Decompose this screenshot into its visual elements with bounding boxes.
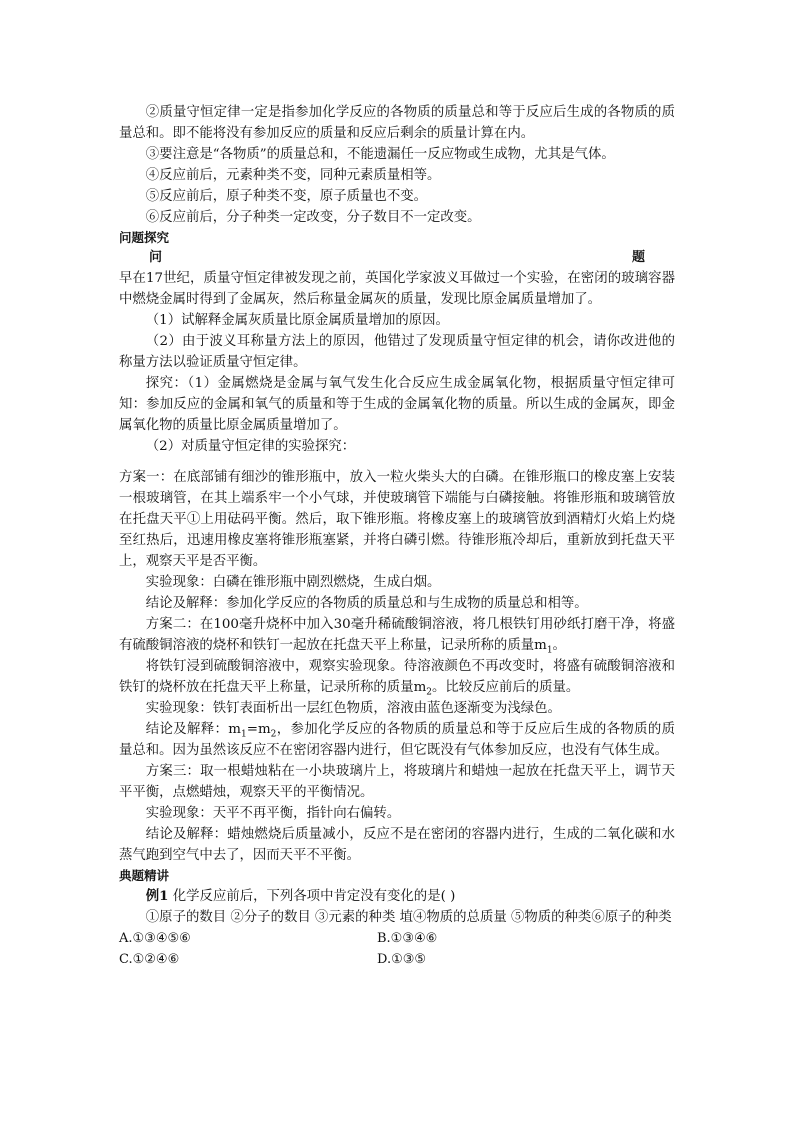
explore-answer-1: 探究：（1）金属燃烧是金属与氧气发生化合反应生成金属氧化物，根据质量守恒定律可知：参加反应的金属和氧气的质量和等于生成的金属氧化物的质量。所以生成的金属灰，即金属氧化物的质量比原金属质量增加了。 [119, 376, 675, 433]
option-a: A.①③④⑤⑥ [119, 931, 191, 946]
example-1-items: ①原子的数目 ②分子的数目 ③元素的种类 埴④物质的总质量 ⑤物质的种类⑥原子的种类 [145, 910, 672, 925]
plan-2-text-b: 将铁钉浸到硫酸铜溶液中，观察实验现象。待溶液颜色不再改变时，将盛有硫酸铜溶液和铁钉的烧杯放在托盘天平上称量，记录所称的质量$m_2$。比较反应前后的质量。 [119, 659, 675, 698]
problem-subheading-left: 问 [149, 250, 163, 265]
question-1: （1）试解释金属灰质量比原金属质量增加的原因。 [145, 313, 449, 328]
document-page [119, 102, 675, 970]
intro-point-6: ⑥反应前后，分子种类一定改变，分子数目不一定改变。 [145, 210, 481, 225]
plan-1-text: 方案一：在底部铺有细沙的锥形瓶中，放入一粒火柴头大的白磷。在锥形瓶口的橡皮塞上安装一根玻璃管，在其上端系牢一个小气球，并使玻璃管下端能与白磷接触。将锥形瓶和玻璃管放在托盘天平①上用砝码平衡。然后，取下锥形瓶。将橡皮塞上的玻璃管放到酒精灯火焰上灼烧至红热后，迅速用橡皮塞将锥形瓶塞紧，并将白磷引燃。待锥形瓶冷却后，重新放到托盘天平上，观察天平是否平衡。 [119, 470, 675, 569]
example-1-label: 例1 [145, 888, 169, 904]
intro-point-4: ④反应前后，元素种类不变，同种元素质量相等。 [145, 168, 441, 183]
problem-subheading-right: 题 [631, 250, 645, 265]
option-d: D.①③⑤ [377, 952, 427, 967]
plan-2-conclusion: 结论及解释：$m_1=m_2$，参加化学反应的各物质的质量总和等于反应后生成的各物质的质量总和。因为虽然该反应不在密闭容器内进行，但它既没有气体参加反应，也没有气体生成。 [119, 722, 676, 758]
plan-1-conclusion: 结论及解释：参加化学反应的各物质的质量总和与生成物的质量总和相等。 [145, 596, 588, 611]
question-2: （2）由于波义耳称量方法上的原因，他错过了发现质量守恒定律的机会，请你改进他的称量方法以验证质量守恒定律。 [119, 334, 675, 370]
plan-3-conclusion: 结论及解释：蜡烛燃烧后质量减小，反应不是在密闭的容器内进行，生成的二氧化碳和水蒸气跑到空气中去了，因而天平不平衡。 [119, 827, 675, 863]
plan-3-text: 方案三：取一根蜡烛粘在一小块玻璃片上，将玻璃片和蜡烛一起放在托盘天平上，调节天平平衡，点燃蜡烛，观察天平的平衡情况。 [119, 764, 675, 800]
plan-1-phenomenon: 实验现象：白磷在锥形瓶中剧烈燃烧，生成白烟。 [145, 575, 441, 590]
example-1-options [119, 928, 675, 970]
example-1-question: 例1 化学反应前后，下列各项中肯定没有变化的是( ) [145, 888, 456, 904]
intro-point-2: ②质量守恒定律一定是指参加化学反应的各物质的质量总和等于反应后生成的各物质的质量总和。即不能将没有参加反应的质量和反应后剩余的质量计算在内。 [119, 105, 675, 141]
intro-point-5: ⑤反应前后，原子种类不变，原子质量也不变。 [145, 189, 427, 204]
spacer [119, 457, 675, 467]
section-heading-problem-explore: 问题探究 [119, 230, 170, 245]
explore-answer-2: （2）对质量守恒定律的实验探究： [145, 439, 356, 454]
option-c: C.①②④⑥ [119, 952, 180, 967]
plan-3-phenomenon: 实验现象：天平不再平衡，指针向右偏转。 [145, 806, 401, 821]
section-heading-examples: 典题精讲 [119, 868, 170, 883]
problem-intro: 早在17世纪，质量守恒定律被发现之前，英国化学家波义耳做过一个实验，在密闭的玻璃容器中燃烧金属时得到了金属灰，然后称量金属灰的质量，发现比原金属质量增加了。 [119, 271, 675, 307]
option-b: B.①③④⑥ [377, 931, 438, 946]
plan-2-text-a: 方案二：在100毫升烧杯中加入30毫升稀硫酸铜溶液，将几根铁钉用砂纸打磨干净，将盛有硫酸铜溶液的烧杯和铁钉一起放在托盘天平上称量，记录所称的质量$m_1$。 [119, 617, 675, 656]
problem-subheading [119, 248, 675, 268]
plan-2-phenomenon: 实验现象：铁钉表面析出一层红色物质，溶液由蓝色逐渐变为浅绿色。 [145, 701, 561, 716]
intro-point-3: ③要注意是“各物质”的质量总和，不能遗漏任一反应物或生成物，尤其是气体。 [145, 147, 615, 162]
